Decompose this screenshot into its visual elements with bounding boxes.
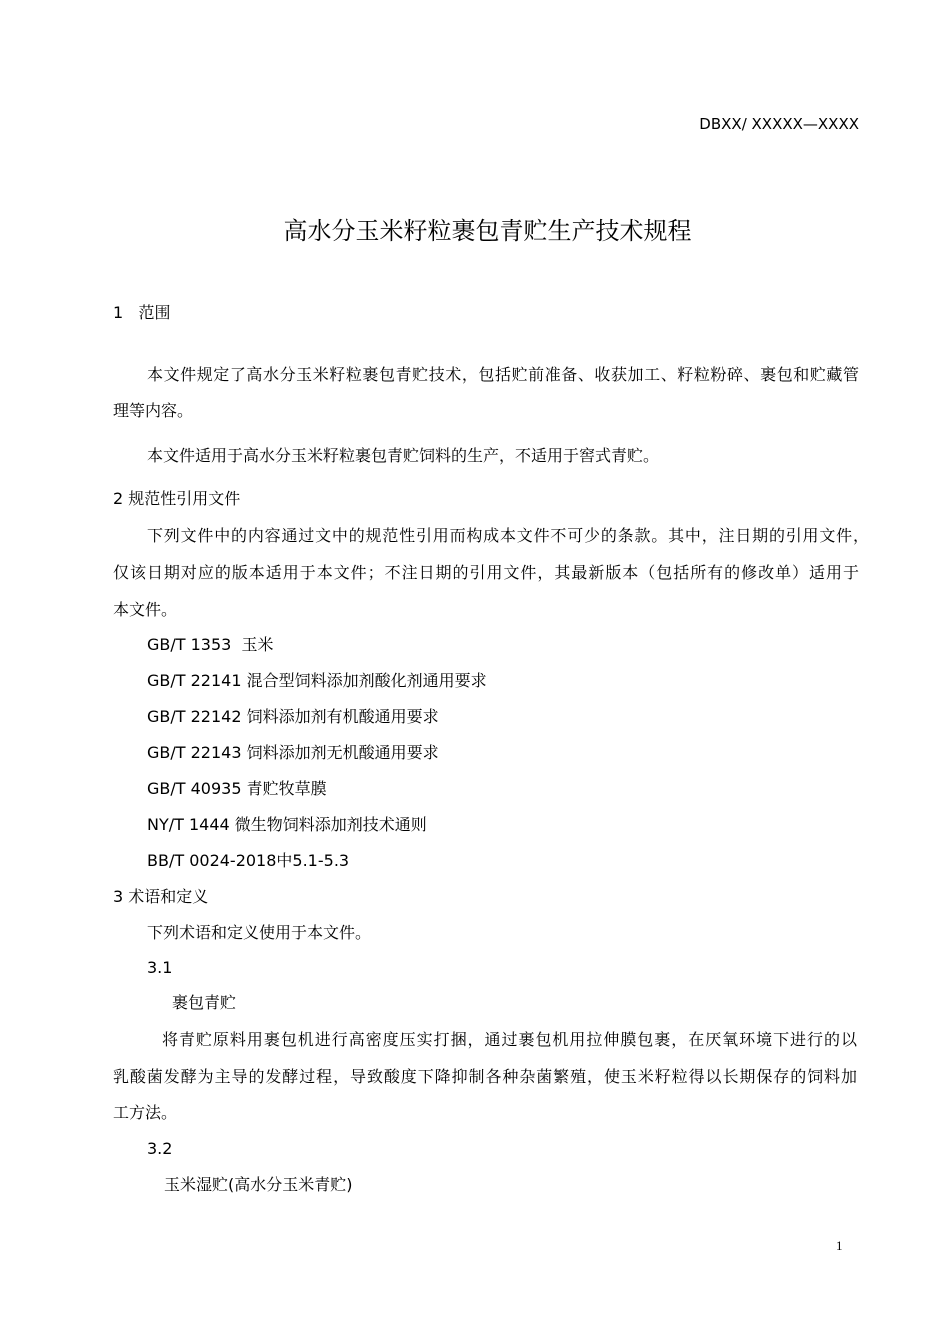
reference-item: GB/T 22141 混合型饲料添加剂酸化剂通用要求 (147, 671, 487, 690)
paragraph-line: 下列文件中的内容通过文中的规范性引用而构成本文件不可少的条款。其中，注日期的引用文件， (147, 526, 869, 545)
section-1-heading: 1 范围 (113, 303, 171, 322)
paragraph-line: 仅该日期对应的版本适用于本文件；不注日期的引用文件，其最新版本（包括所有的修改单）适用于 (113, 563, 859, 582)
term-number: 3.1 (147, 958, 173, 977)
reference-item: NY/T 1444 微生物饲料添加剂技术通则 (147, 815, 427, 834)
section-3-heading: 3 术语和定义 (113, 887, 209, 906)
reference-item: GB/T 40935 青贮牧草膜 (147, 779, 327, 798)
paragraph-line: 本文件。 (113, 600, 178, 619)
document-title: 高水分玉米籽粒裹包青贮生产技术规程 (283, 217, 692, 245)
term-name: 玉米湿贮(高水分玉米青贮) (164, 1175, 353, 1194)
paragraph-line: 本文件规定了高水分玉米籽粒裹包青贮技术，包括贮前准备、收获加工、籽粒粉碎、裹包和贮藏管 (147, 365, 859, 384)
term-name: 裹包青贮 (172, 993, 237, 1012)
reference-item: BB/T 0024-2018中5.1-5.3 (147, 851, 350, 870)
reference-item: GB/T 1353 玉米 (147, 635, 274, 654)
paragraph: 本文件适用于高水分玉米籽粒裹包青贮饲料的生产，不适用于窖式青贮。 (147, 446, 660, 465)
page-number: 1 (836, 1238, 843, 1253)
paragraph-line: 理等内容。 (113, 401, 194, 420)
definition-line: 工方法。 (113, 1103, 178, 1122)
reference-item: GB/T 22142 饲料添加剂有机酸通用要求 (147, 707, 439, 726)
section-2-heading: 2 规范性引用文件 (113, 489, 241, 508)
paragraph: 下列术语和定义使用于本文件。 (147, 923, 372, 942)
term-number: 3.2 (147, 1139, 173, 1158)
reference-item: GB/T 22143 饲料添加剂无机酸通用要求 (147, 743, 439, 762)
document-code-header: DBXX/ XXXXX—XXXX (699, 115, 859, 133)
definition-line: 将青贮原料用裹包机进行高密度压实打捆，通过裹包机用拉伸膜包裹，在厌氧环境下进行的以 (162, 1030, 857, 1049)
definition-line: 乳酸菌发酵为主导的发酵过程，导致酸度下降抑制各种杂菌繁殖，使玉米籽粒得以长期保存的饲料加 (113, 1067, 857, 1086)
